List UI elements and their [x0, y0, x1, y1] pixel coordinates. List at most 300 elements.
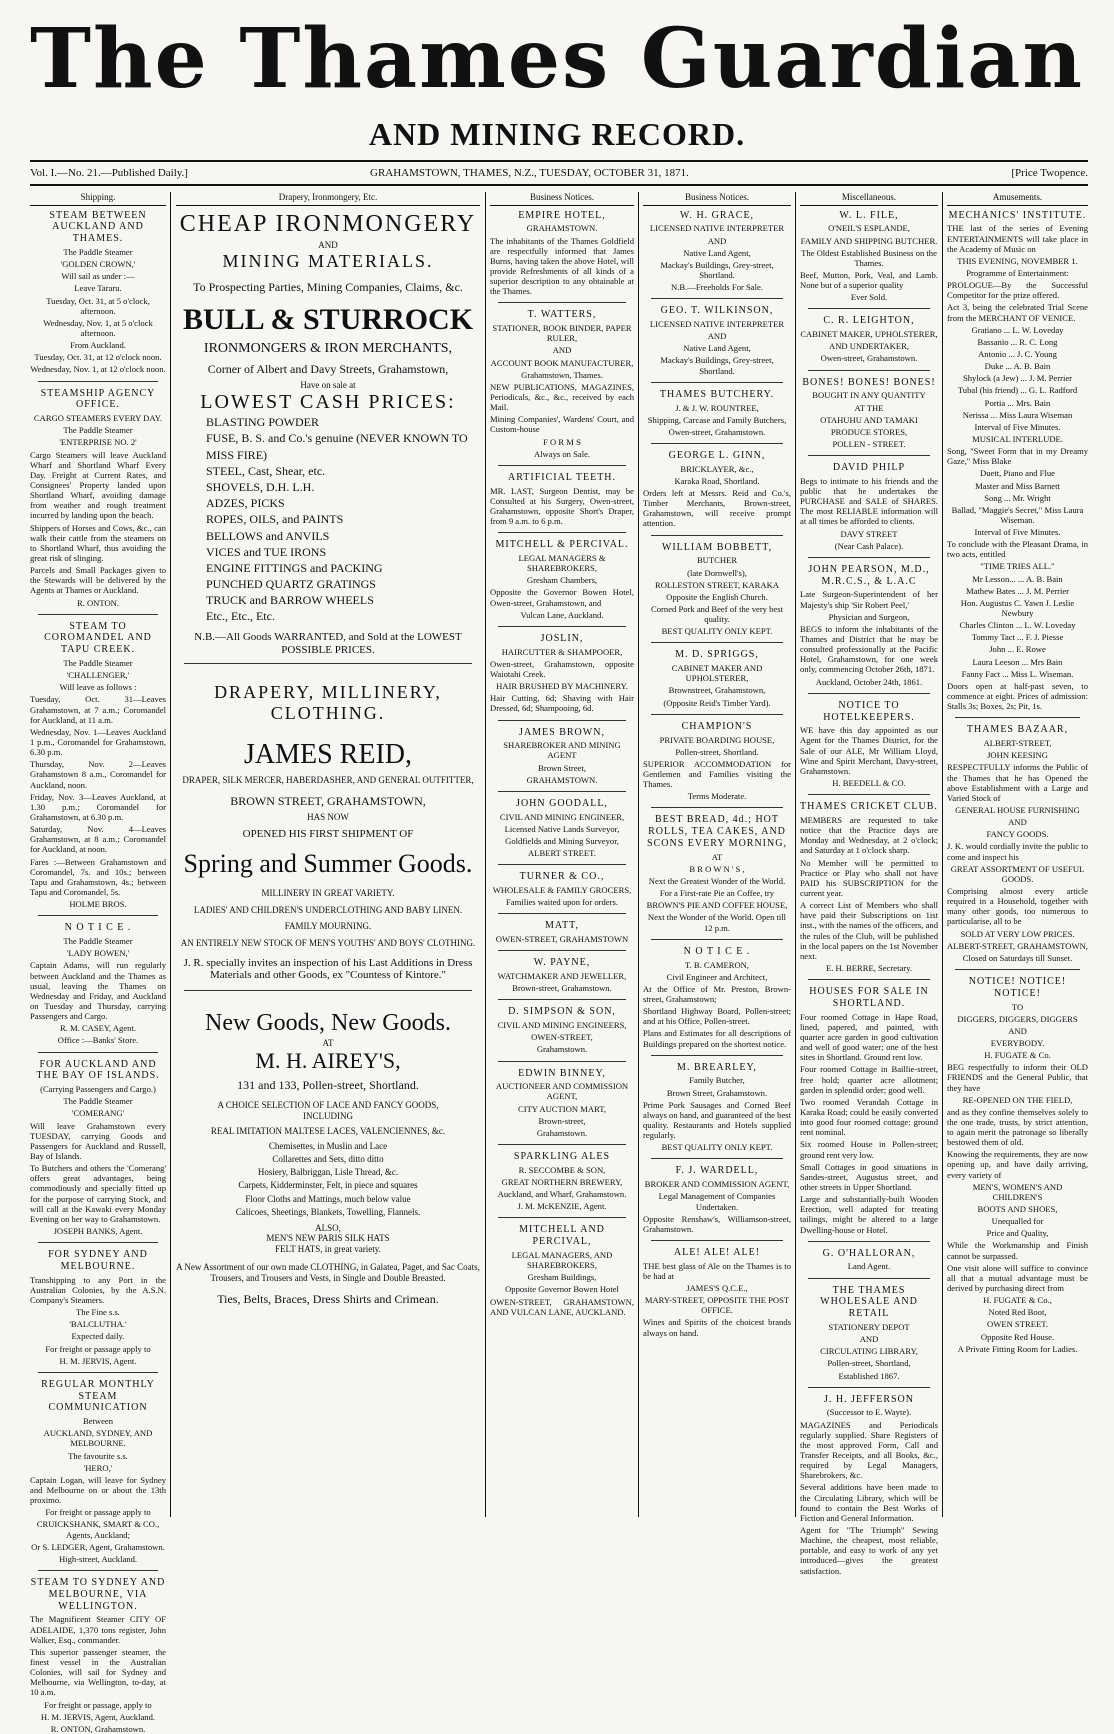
place-date: GRAHAMSTOWN, THAMES, N.Z., TUESDAY, OCTOBER 31, 1871.: [370, 167, 689, 179]
ad-line: JOHN KEESING: [987, 750, 1048, 761]
advertisement: [643, 210, 791, 293]
ad-line: Interval of Five Minutes.: [974, 527, 1061, 538]
ad-line: Wednesday, Nov. 1, at 12 o'clock noon.: [30, 364, 166, 375]
ad-title: STEAM TO SYDNEY AND MELBOURNE, VIA WELLINGTON.: [30, 1577, 166, 1612]
columns: [30, 192, 1088, 1734]
ad-title: GEO. T. WILKINSON,: [660, 305, 774, 317]
ad-line: E. H. BERRE, Secretary.: [825, 962, 913, 973]
list-item: ENGINE FITTINGS and PACKING: [206, 560, 383, 575]
ad-line: Knowing the requirements, they are now opening up, and have daily arriving, every variety of: [947, 1149, 1088, 1180]
ad-line: Ever Sold.: [850, 292, 888, 303]
ad-title: FOR AUCKLAND AND THE BAY OF ISLANDS.: [36, 1058, 160, 1082]
ad-line: Gratiano ... L. W. Loveday: [971, 324, 1064, 335]
list-item: BELLOWS and ANVILS: [206, 528, 330, 543]
ad-line: STATIONER, BOOK BINDER, PAPER RULER,: [492, 323, 632, 344]
ad-line: Two roomed Verandah Cottage in Karaka Road; could be easily converted into good four roomed cottage: ground rent nominal.: [800, 1096, 938, 1138]
ad-line: Shippers of Horses and Cows, &c., can walk their cattle from the steamers on to Shortland Wharf, thus avoiding the great risk of slinging.: [30, 522, 166, 563]
ad-line: Native Land Agent,: [683, 343, 751, 354]
ad-line: Shortland Highway Board, Pollen-street; and at his Office, Pollen-street.: [643, 1006, 791, 1027]
ad-line: STATIONERY DEPOT: [828, 1321, 910, 1332]
divider: [38, 1372, 158, 1373]
ad-line: BOUGHT IN ANY QUANTITY: [812, 390, 926, 401]
ad-line: Large and substantially-built Wooden Erection, well adapted for treating tailings, might be altered to a large Dwelling-house or Hotel.: [800, 1194, 938, 1235]
advertisement: [643, 946, 791, 1049]
ad-line: Gresham Buildings,: [527, 1272, 597, 1283]
ad-line: AND UNDERTAKER,: [829, 341, 909, 352]
ad-line: At the Office of Mr. Preston, Brown-street, Grahamstown;: [643, 983, 791, 1004]
column-heading: Amusements.: [947, 192, 1088, 206]
ad-line: GREAT ASSORTMENT OF USEFUL GOODS.: [950, 863, 1085, 884]
ad-line: From Auckland.: [70, 340, 126, 351]
ad-line: GRAHAMSTOWN.: [526, 774, 598, 785]
ad-line: Civil Engineer and Architect,: [666, 971, 768, 982]
ad-headline: LOWEST CASH PRICES:: [200, 390, 456, 413]
column-heading: Business Notices.: [490, 192, 634, 206]
ad-line: For a First-rate Pie an Coffee, try: [659, 888, 775, 899]
ad-line: Captain Adams, will run regularly between Auckland and the Thames as usual, leaving the Thames on Wednesday and Friday, and Auckland on Tuesday and Thursday, carrying Passengers and Cargo.: [30, 960, 166, 1022]
ad-line: Tuesday, Oct. 31, at 5 o'clock, afternoon.: [46, 295, 150, 316]
ad-line: Brown-street,: [538, 1115, 586, 1126]
ad-line: Next the Greatest Wonder of the World.: [648, 876, 786, 887]
ad-line: Grahamstown.: [536, 1044, 588, 1055]
ad-line: RESPECTFULLY informs the Public of the Thames that he has Opened the above Establishment with a Large and Varied Stock of: [947, 762, 1088, 803]
ad-line: Will leave as follows :: [59, 682, 137, 693]
ad-line: N.B.—Freeholds For Sale.: [671, 282, 763, 293]
ad-line: Opposite the English Church.: [666, 591, 768, 602]
ad-line: Programme of Entertainment:: [966, 267, 1069, 278]
advertisement: [800, 377, 938, 450]
list-item: VICES and TUE IRONS: [206, 544, 327, 559]
divider: [808, 979, 930, 980]
ad-line: 'GOLDEN CROWN,': [60, 259, 136, 270]
ad-line: Next the Wonder of the World. Open till 12 p.m.: [647, 912, 787, 933]
advertisement: [643, 542, 791, 637]
column-rule: [485, 192, 486, 1517]
advertisement: [490, 210, 634, 297]
ad-line: MEMBERS are requested to take notice that the Practice days are Monday and Wednesday, at 2 o'clock; and Saturday at 1 o'clock sharp.: [800, 814, 938, 856]
ad-line: One visit alone will suffice to convince all that a mutual advantage must be derived by purchasing direct from: [947, 1262, 1088, 1294]
advertisement: [30, 388, 166, 608]
ad-line: Cargo Steamers will leave Auckland Wharf and Shortland Wharf Every Day. Freight at Current Rates, and Consignees' Property landed upon Shortland Wharf, avoiding damage from weather and rough treatment incurred by landing upon the beach.: [30, 449, 166, 521]
ad-line: Prime Pork Sausages and Corned Beef always on hand, and guaranteed of the best quality. Restaurants and Hotels supplied regularly.: [643, 1099, 791, 1141]
ad-line: RE-OPENED ON THE FIELD,: [962, 1094, 1073, 1105]
volume-info: Vol. I.—No. 21.—Published Daily.]: [30, 167, 188, 179]
ad-headline: JAMES REID,: [243, 739, 412, 771]
ad-line: Pollen-street, Shortland,: [827, 1358, 911, 1369]
ad-line: 'HERO,': [83, 1462, 113, 1473]
ad-line: John ... E. Rowe: [989, 644, 1046, 655]
list-item: STEEL, Cast, Shear, etc.: [206, 463, 326, 478]
ad-line: NEW PUBLICATIONS, MAGAZINES, Periodicals, &c., &c., received by each Mail.: [490, 381, 634, 413]
ad-line: Will sail as under :—: [61, 271, 135, 282]
ad-line: THE last of the series of Evening ENTERTAINMENTS will take place in the Academy of Music on: [947, 223, 1088, 254]
ad-title: MECHANICS' INSTITUTE.: [948, 209, 1087, 221]
ad-line: Wednesday, Nov. 1, at 5 o'clock afternoon.: [43, 317, 153, 338]
ad-line: BRICKLAYER, &c.,: [680, 463, 754, 474]
ad-title: SPARKLING ALES: [513, 1151, 611, 1163]
price: [Price Twopence.: [1011, 167, 1088, 179]
advertisement: [490, 539, 634, 620]
list-item: Calicoes, Sheetings, Blankets, Towelling, Flannels.: [235, 1206, 421, 1217]
ad-line: DAVY STREET: [840, 528, 898, 539]
list-item: Floor Cloths and Mattings, much below value: [245, 1193, 411, 1204]
ad-title: THAMES CRICKET CLUB.: [800, 801, 938, 813]
ad-text: FAMILY MOURNING.: [284, 921, 372, 932]
ad-line: J. M. McKENZIE, Agent.: [517, 1201, 607, 1212]
ad-line: Family Butcher,: [689, 1075, 745, 1086]
ad-line: DIGGERS, DIGGERS, DIGGERS: [957, 1013, 1078, 1024]
divider: [38, 1242, 158, 1243]
ad-line: Opposite Governor Bowen Hotel: [505, 1284, 619, 1295]
advertisement: [490, 472, 634, 526]
masthead: [0, 0, 1114, 160]
ad-line: Opposite the Governor Bowen Hotel, Owen-street, Grahamstown, and: [490, 587, 634, 608]
ad-line: CARGO STEAMERS EVERY DAY.: [33, 413, 163, 424]
divider: [38, 1052, 158, 1053]
ad-line: Mackay's Buildings, Grey-street, Shortland.: [660, 355, 774, 376]
ad-title: C. R. LEIGHTON,: [823, 315, 915, 327]
ad-line: The Paddle Steamer: [63, 658, 133, 669]
divider: [498, 791, 626, 792]
column-rule: [795, 192, 796, 1517]
ad-line: WE have this day appointed as our Agent for the Thames District, for the Sale of our ALE, Mr William Lloyd, Wine and Spirit Merchant, Davy-street, Grahamstown.: [800, 725, 938, 776]
ad-text: LADIES' AND CHILDREN'S UNDERCLOTHING AND BABY LINEN.: [193, 904, 463, 915]
ad-line: Thursday, Nov. 2—Leaves Grahamstown 8 a.m., Coromandel for Auckland, noon.: [30, 759, 166, 790]
column-heading: Miscellaneous.: [800, 192, 938, 206]
ad-headline: Spring and Summer Goods.: [183, 849, 473, 879]
ad-line: For freight or passage apply to: [45, 1507, 151, 1518]
ad-line: For freight or passage apply to: [45, 1343, 151, 1354]
ad-text: A New Assortment of our own made CLOTHING, in Galatea, Paget, and Sac Coats, Trousers, and Trousers and Vests, in Single and Double Breasted.: [176, 1262, 480, 1284]
column-heading: Shipping.: [30, 192, 166, 206]
divider: [498, 913, 626, 914]
ad-line: Terms Moderate.: [687, 791, 747, 802]
divider: [651, 807, 783, 808]
ad-line: OWEN-STREET,: [531, 1032, 593, 1043]
ad-line: H. FUGATE & Co.,: [983, 1295, 1052, 1306]
ad-headline: CHEAP IRONMONGERY: [179, 210, 477, 237]
divider: [498, 720, 626, 721]
ad-line: SHAREBROKER AND MINING AGENT: [503, 740, 621, 761]
ad-line: Leave Tararu.: [74, 283, 122, 294]
ad-line: ALBERT-STREET,: [983, 738, 1052, 749]
ad-line: The Magnificent Steamer CITY OF ADELAIDE, 1,370 tons register, John Walker, Esq., commander.: [30, 1614, 166, 1645]
ad-line: MAGAZINES and Periodicals regularly supplied. Share Registers of the most approved Form, Call and Transfer Receipts, and all Books, &c., required by Legal Managers, Sharebrokers, &c.: [800, 1419, 938, 1481]
ad-line: For freight or passage, apply to: [44, 1699, 152, 1710]
ad-line: Four roomed Cottage in Hape Road, lined, papered, and painted, with quarter acre garden in good cultivation and well of good water; one of the best sites in Shortland. Ground rent low.: [800, 1011, 938, 1063]
ad-line: Interval of Five Minutes.: [974, 421, 1061, 432]
ad-line: Families waited upon for orders.: [506, 897, 618, 908]
ad-line: High-street, Auckland.: [58, 1553, 138, 1564]
advertisement: [490, 1151, 634, 1211]
ad-line: B R O W N ' S ,: [689, 863, 745, 874]
advertisement: [800, 210, 938, 303]
ad-line: R. SECCOMBE & SON,: [518, 1164, 606, 1175]
advertisement: [30, 1577, 166, 1734]
ad-line: Always on Sale.: [533, 448, 591, 459]
divider: [38, 614, 158, 615]
ad-title: BEST BREAD, 4d.; HOT ROLLS, TEA CAKES, AND SCONS EVERY MORNING,: [647, 814, 787, 849]
advertisement: [643, 721, 791, 802]
ad-line: CIVIL AND MINING ENGINEER,: [499, 811, 625, 822]
list-item: Chemisettes, in Muslin and Lace: [268, 1141, 388, 1152]
ad-title: ARTIFICIAL TEETH.: [507, 471, 617, 483]
ad-text: OPENED HIS FIRST SHIPMENT OF: [242, 828, 414, 841]
advertisement: [643, 649, 791, 707]
ad-line: BEGS to inform the inhabitants of the Thames and District that he may be consulted professionally at the Pacific Hotel, Grahamstown, for one week only, commencing October 26th, 1871.: [800, 623, 938, 675]
ad-line: Saturday, Nov. 4—Leaves Grahamstown, at 8 a.m.; Coromandel for Auckland, at noon.: [30, 824, 166, 855]
list-item: ADZES, PICKS: [206, 496, 285, 511]
ad-line: 'ENTERPRISE NO. 2': [59, 437, 137, 448]
ad-line: The Paddle Steamer: [63, 1096, 133, 1107]
advertisement: [643, 1165, 791, 1234]
ad-title: STEAM BETWEEN AUCKLAND AND THAMES.: [49, 209, 147, 245]
ad-line: BEST QUALITY ONLY KEPT.: [661, 1142, 773, 1153]
ad-line: Owen-street, Grahamstown.: [820, 353, 918, 364]
business-column-1: [490, 192, 634, 1517]
ad-line: Transhipping to any Port in the Australian Colonies, by the A.S.N. Company's Steamers.: [30, 1274, 166, 1305]
ad-line: Vulcan Lane, Auckland.: [520, 609, 604, 620]
ad-line: OWEN-STREET, GRAHAMSTOWN, AND VULCAN LANE, AUCKLAND.: [490, 1296, 634, 1317]
ad-line: Bassanio ... R. C. Long: [977, 336, 1058, 347]
ad-line: H. BEEDELL & CO.: [832, 778, 906, 789]
ad-line: Six roomed House in Pollen-street; ground rent very low.: [800, 1139, 938, 1160]
ad-line: No Member will be permitted to Practice or Play who shall not have PAID his SUBSCRIPTION for the current year.: [800, 857, 938, 898]
advertisement: [30, 210, 166, 375]
divider: [498, 1061, 626, 1062]
ad-line: EVERYBODY.: [990, 1037, 1045, 1048]
ad-title: JAMES BROWN,: [519, 726, 605, 738]
ad-line: HOLME BROS.: [69, 899, 127, 910]
ad-line: To Butchers and others the 'Comerang' offers great advantages, being commodiously and specially fitted up for the purpose of carrying Stock, and will call at the Kawaki every Monday Evening on her way to Grahamstown.: [30, 1163, 166, 1224]
advertisement: [800, 1394, 938, 1576]
ad-line: Pollen-street, Shortland.: [675, 746, 759, 757]
ad-line: Late Surgeon-Superintendent of her Majesty's ship 'Sir Robert Peel,': [800, 589, 938, 610]
advertisement: [643, 305, 791, 376]
advertisement: [30, 922, 166, 1045]
divider: [808, 1241, 930, 1242]
ad-line: Auckland, October 24th, 1861.: [815, 676, 923, 687]
ad-title: JOHN PEARSON, M.D., M.R.C.S., & L.A.C: [808, 563, 930, 587]
advertisement: [30, 621, 166, 910]
ad-title: FOR SYDNEY AND MELBOURNE.: [48, 1249, 148, 1272]
ad-line: 'LADY BOWEN,': [66, 948, 130, 959]
ad-line: Opposite Renshaw's, Williamson-street, Grahamstown.: [643, 1213, 791, 1234]
ad-line: 'BALCLUTHA.': [69, 1319, 127, 1330]
advertisement: [643, 1062, 791, 1153]
ad-line: AND: [707, 331, 727, 342]
ad-line: Tommy Tact ... F. J. Piesse: [971, 632, 1064, 643]
ad-line: FAMILY AND SHIPPING BUTCHER.: [800, 235, 938, 246]
divider: [651, 939, 783, 940]
advertisement: [490, 920, 634, 944]
list-item: TRUCK and BARROW WHEELS: [206, 593, 374, 608]
ad-line: Master and Miss Barnett: [975, 480, 1060, 491]
advertisement: [490, 1068, 634, 1139]
column-heading: Business Notices.: [643, 192, 791, 206]
ad-line: Duett, Piano and Flue: [980, 468, 1055, 479]
ad-line: Between: [82, 1416, 114, 1427]
ad-title: J. H. JEFFERSON: [823, 1393, 915, 1405]
ad-text: N.B.—All Goods WARRANTED, and Sold at the LOWEST POSSIBLE PRICES.: [194, 630, 462, 656]
ad-text: DRAPER, SILK MERCER, HABERDASHER, AND GENERAL OUTFITTER,: [182, 775, 474, 786]
ad-line: AT THE: [854, 402, 884, 413]
divider: [808, 693, 930, 694]
ad-line: Orders left at Messrs. Reid and Co.'s, Timber Merchants, Brown-street, Grahamstown, will receive prompt attention.: [643, 488, 791, 529]
ad-line: MUSICAL INTERLUDE.: [972, 433, 1063, 444]
ad-title: STEAM TO COROMANDEL AND TAPU CREEK.: [44, 620, 152, 656]
ad-line: SOLD AT VERY LOW PRICES.: [960, 928, 1075, 939]
ad-line: J. & J. W. ROUNTREE,: [675, 402, 759, 413]
advertisement: [643, 1247, 791, 1338]
ad-line: (Near Cash Palace).: [834, 540, 904, 551]
ad-line: Portia ... Mrs. Bain: [984, 397, 1051, 408]
divider: [651, 298, 783, 299]
ad-line: Noted Red Boot,: [988, 1307, 1047, 1318]
ad-line: Brownstreet, Grahamstown,: [668, 685, 766, 696]
advertisement: [800, 315, 938, 363]
divider: [498, 1144, 626, 1145]
ad-text: A CHOICE SELECTION OF LACE AND FANCY GOODS,: [217, 1100, 439, 1111]
ad-headline: DRAPERY, MILLINERY, CLOTHING.: [214, 681, 442, 723]
ad-line: BUTCHER: [696, 555, 738, 566]
ad-line: The Paddle Steamer: [63, 247, 133, 257]
ad-line: Parcels and Small Packages given to the Stewards will be delivered by the Agents at Thames or Auckland.: [30, 565, 166, 596]
ad-title: G. O'HALLORAN,: [822, 1247, 916, 1259]
ad-line: PRODUCE STORES,: [830, 426, 908, 437]
ad-line: The Oldest Established Business on the Thames.: [801, 247, 937, 268]
ad-line: Goldfields and Mining Surveyor,: [505, 835, 619, 846]
divider: [808, 1278, 930, 1279]
ad-line: GENERAL HOUSE FURNISHING: [955, 804, 1080, 815]
ad-line: Antonio ... J. C. Young: [978, 348, 1057, 359]
ad-line: The Paddle Steamer: [63, 425, 133, 436]
ad-title: EDWIN BINNEY,: [518, 1067, 606, 1079]
ad-line: T. B. CAMERON,: [684, 959, 750, 970]
list-item: ROPES, OILS, and PAINTS: [206, 512, 344, 527]
ad-line: CRUICKSHANK, SMART & CO., Agents, Auckland;: [36, 1519, 160, 1540]
ad-title: W. L. FILE,: [839, 209, 899, 221]
ad-text: MEN'S NEW PARIS SILK HATS: [266, 1233, 390, 1244]
ad-title: M. BREARLEY,: [677, 1061, 757, 1073]
advertisement: [490, 727, 634, 785]
advertisement: [800, 1248, 938, 1272]
ad-line: The Fine s.s.: [76, 1307, 120, 1318]
ad-line: Mathew Bates ... J. M. Perrier: [965, 585, 1070, 596]
ad-line: Brown-street, Grahamstown.: [512, 983, 612, 994]
ad-line: FANCY GOODS.: [986, 829, 1049, 840]
ad-line: Wines and Spirits of the choicest brands always on hand.: [643, 1317, 791, 1338]
ad-text: REAL IMITATION MALTESE LACES, VALENCIENNES, &c.: [210, 1125, 446, 1136]
ad-title: T. WATTERS,: [527, 309, 597, 321]
column-rule: [638, 192, 639, 1517]
ad-title: STEAMSHIP AGENCY OFFICE.: [40, 387, 156, 411]
divider: [498, 465, 626, 466]
ad-line: Doors open at half-past seven, to commence at eight. Prices of admission: Stalls 3s; Boxes, 2s; Pit, 1s.: [947, 680, 1088, 712]
miscellaneous-column: [800, 192, 938, 1576]
ad-line: Plans and Estimates for all descriptions of Buildings prepared on the shortest notice.: [643, 1028, 791, 1049]
ad-line: H. M. JERVIS, Agent, Auckland.: [40, 1711, 156, 1722]
ad-line: ALBERT-STREET, GRAHAMSTOWN,: [947, 940, 1088, 951]
ad-text: MILLINERY IN GREAT VARIETY.: [261, 888, 395, 899]
divider: [808, 308, 930, 309]
ad-line: R. ONTON.: [76, 597, 120, 608]
business-column-2: [643, 192, 791, 1517]
divider: [498, 532, 626, 533]
advertisement: [800, 1285, 938, 1381]
ad-line: BOOTS AND SHOES,: [977, 1204, 1058, 1215]
ad-line: Will leave Grahamstown every TUESDAY, carrying Goods and Passengers for Auckland and Russell, Bay of Islands.: [30, 1120, 166, 1161]
ad-line: This superior passenger steamer, the finest vessel in the Australian Colonies, will sail for Sydney and Melbourne, via Wellington, to-day, at 10 a.m.: [30, 1646, 166, 1698]
divider: [651, 382, 783, 383]
ad-line: GRAHAMSTOWN.: [526, 223, 598, 234]
ad-line: LICENSED NATIVE INTERPRETER: [649, 319, 785, 330]
ad-title: MITCHELL & PERCIVAL.: [495, 539, 629, 551]
ad-headline: New Goods, New Goods.: [205, 1010, 451, 1037]
ad-title: NOTICE! NOTICE! NOTICE!: [968, 975, 1067, 999]
amusements-column: [947, 192, 1088, 1517]
ad-title: MITCHELL AND PERCIVAL,: [519, 1224, 605, 1248]
ad-line: 'COMERANG': [71, 1108, 125, 1119]
ad-line: (Carrying Passengers and Cargo.): [40, 1084, 156, 1095]
ad-line: Four roomed Cottage in Baillie-street, free hold; quarter acre allotment; garden in splendid order; good well.: [800, 1064, 938, 1095]
advertisement: [490, 633, 634, 714]
advertisement: [643, 450, 791, 529]
ad-text: ALSO,: [315, 1222, 341, 1233]
ad-text: BROWN STREET, GRAHAMSTOWN,: [230, 793, 426, 808]
ad-line: MARY-STREET, OPPOSITE THE POST OFFICE.: [644, 1295, 790, 1316]
ad-line: The inhabitants of the Thames Goldfield are respectfully informed that James Burns, having taken the above Hotel, will provide Refreshments of all kinds of a superior description to any obtainable at the Thames.: [490, 235, 634, 297]
ad-line: BEG respectfully to inform their OLD FRIENDS and the General Public, that they have: [947, 1062, 1088, 1093]
ad-line: R. M. CASEY, Agent.: [59, 1023, 136, 1034]
ad-line: H. M. JERVIS, Agent.: [59, 1355, 137, 1366]
ad-line: ALBERT STREET.: [528, 848, 596, 859]
ad-line: MR. LAST, Surgeon Dentist, may be Consulted at his Surgery, Owen-street, Grahamstown, opposite Short's Draper, from 9 a.m. to 6 p.m.: [490, 485, 634, 527]
advertisement: [30, 1249, 166, 1366]
ad-line: Opposite Red House.: [980, 1331, 1055, 1342]
ad-title: BONES! BONES! BONES!: [802, 376, 936, 388]
ad-line: Licensed Native Lands Surveyor,: [504, 823, 620, 834]
ad-line: To conclude with the Pleasant Drama, in two acts, entitled: [947, 539, 1088, 560]
ad-line: Or S. LEDGER, Agent, Grahamstown.: [31, 1541, 165, 1552]
newspaper-title: The Thames Guardian: [30, 11, 1084, 107]
ad-line: Mining Companies', Wardens' Court, and Custom-house: [490, 414, 634, 435]
divider: [651, 1158, 783, 1159]
divider: [38, 1570, 158, 1571]
ad-line: AUCTIONEER AND COMMISSION AGENT,: [495, 1081, 629, 1102]
ad-line: CIRCULATING LIBRARY,: [820, 1346, 918, 1357]
ad-text: FELT HATS, in great variety.: [275, 1243, 381, 1254]
list-item: SHOVELS, D.H. L.H.: [206, 479, 315, 494]
ad-line: Fanny Fact ... Miss L. Wiseman.: [961, 668, 1074, 679]
ad-line: Owen-street, Grahamstown.: [668, 426, 766, 437]
ad-text: HAS NOW: [307, 811, 349, 822]
ad-line: Grahamstown, Thames.: [521, 369, 603, 380]
ad-line: Price and Quality,: [986, 1228, 1049, 1239]
ad-line: POLLEN - STREET.: [832, 438, 906, 449]
ad-line: PRIVATE BOARDING HOUSE,: [659, 734, 775, 745]
ad-text: Ties, Belts, Braces, Dress Shirts and Crimean.: [217, 1291, 439, 1306]
ad-line: Nerissa ... Miss Laura Wiseman: [962, 409, 1073, 420]
ad-text: To Prospecting Parties, Mining Companies, Claims, &c.: [193, 279, 463, 294]
ad-line: A correct List of Members who shall have paid their Subscriptions on 1ist inst., with the names of the officers, and the rules of the Club, will be published in the local papers on the 1st November next.: [800, 900, 938, 961]
divider: [808, 370, 930, 371]
advertisement: [800, 986, 938, 1235]
column-heading: Drapery, Ironmongery, Etc.: [176, 192, 480, 206]
ad-line: Auckland, and Wharf, Grahamstown.: [497, 1189, 627, 1200]
ad-line: Tubal (his friend) ... G. L. Radford: [957, 385, 1078, 396]
ad-line: J. K. would cordially invite the public to come and inspect his: [947, 841, 1088, 862]
